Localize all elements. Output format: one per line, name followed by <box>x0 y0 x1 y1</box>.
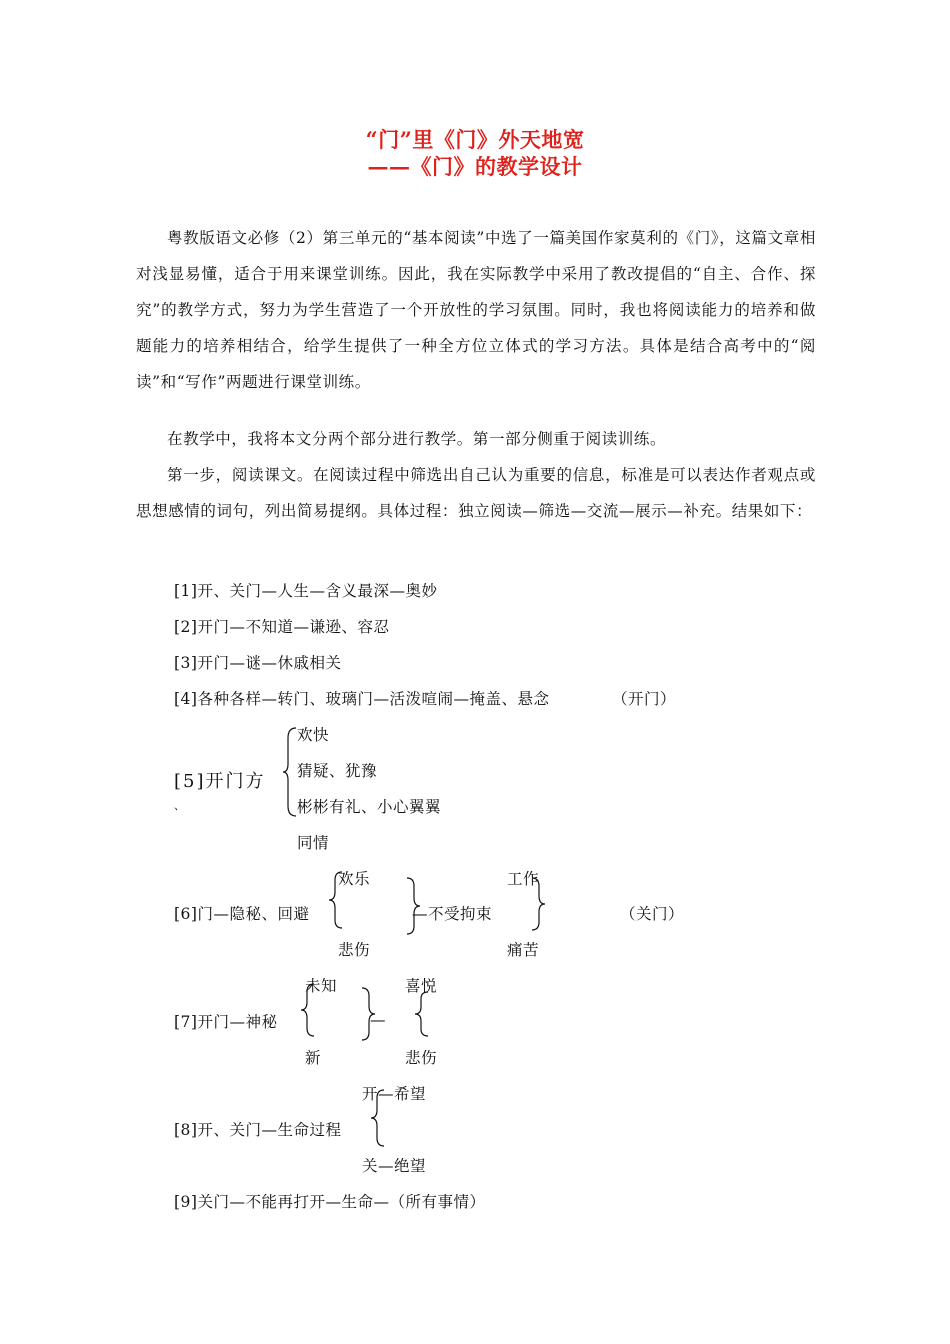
outline-item-5-brace <box>282 726 298 818</box>
intro-paragraph-2: 在教学中，我将本文分两个部分进行教学。第一部分侧重于阅读训练。 <box>167 430 667 448</box>
outline-item-6-label: [6]门—隐秘、回避 <box>174 905 310 923</box>
outline-item-7-top-1: 未知 <box>305 977 338 995</box>
outline-item-5-c: 彬彬有礼、小心翼翼 <box>297 798 442 816</box>
outline-item-6-third-brace <box>530 876 546 932</box>
outline-item-4: [4]各种各样—转门、玻璃门—活泼喧闹—掩盖、悬念 <box>174 690 550 708</box>
outline-item-7-top-2: 喜悦 <box>405 977 438 995</box>
outline-item-5-a: 欢快 <box>297 726 330 744</box>
document-title: “门”里《门》外天地宽 <box>365 127 585 152</box>
outline-item-6-tag: （关门） <box>620 905 685 923</box>
outline-item-7-bottom-2: 悲伤 <box>405 1049 438 1067</box>
outline-item-5-d: 同情 <box>297 834 330 852</box>
outline-item-8-bottom: 关—绝望 <box>362 1157 427 1175</box>
outline-item-5-mark: 、 <box>174 799 186 812</box>
outline-item-9: [9]关门—不能再打开—生命—（所有事情） <box>174 1193 486 1211</box>
outline-item-2: [2]开门—不知道—谦逊、容忍 <box>174 618 390 636</box>
outline-item-4-tag: （开门） <box>612 690 677 708</box>
outline-item-3: [3]开门—谜—休戚相关 <box>174 654 342 672</box>
outline-item-7-dash: — <box>370 1011 386 1029</box>
outline-item-6-top-1: 欢乐 <box>338 870 371 888</box>
outline-item-5-b: 猜疑、犹豫 <box>297 762 378 780</box>
outline-item-8-label: [8]开、关门—生命过程 <box>174 1121 342 1139</box>
outline-item-7-bottom-1: 新 <box>305 1049 322 1067</box>
outline-item-6-middle: —不受拘束 <box>412 905 493 923</box>
document-subtitle: ——《门》的教学设计 <box>367 154 583 179</box>
outline-item-6-bottom-1: 悲伤 <box>338 941 371 959</box>
outline-item-5-label: [5]开门方 <box>174 771 266 792</box>
intro-paragraph-1: 粤教版语文必修（2）第三单元的“基本阅读”中选了一篇美国作家莫利的《门》，这篇文章相对浅显易懂，适合于用来课堂训练。因此，我在实际教学中采用了教改提倡的“自主、合作、探究”的教学方式，努力为学生营造了一个开放性的学习氛围。同时，我也将阅读能力的培养和做题能力的培养相结合，给学生提供了一种全方位立体式的学习方法。具体是结合高考中的“阅读”和“写作”两题进行课堂训练。 <box>136 229 816 391</box>
outline-item-7-third-brace <box>414 990 430 1038</box>
outline-item-1: [1]开、关门—人生—含义最深—奥妙 <box>174 582 438 600</box>
outline-item-6-top-2: 工作 <box>507 870 540 888</box>
outline-item-7-label: [7]开门—神秘 <box>174 1013 278 1031</box>
outline-item-6-bottom-2: 痛苦 <box>507 941 540 959</box>
intro-paragraph-3: 第一步，阅读课文。在阅读过程中筛选出自己认为重要的信息，标准是可以表达作者观点或思想感情的词句，列出简易提纲。具体过程：独立阅读—筛选—交流—展示—补充。结果如下： <box>136 466 816 520</box>
outline-item-8-top: 开—希望 <box>362 1085 427 1103</box>
